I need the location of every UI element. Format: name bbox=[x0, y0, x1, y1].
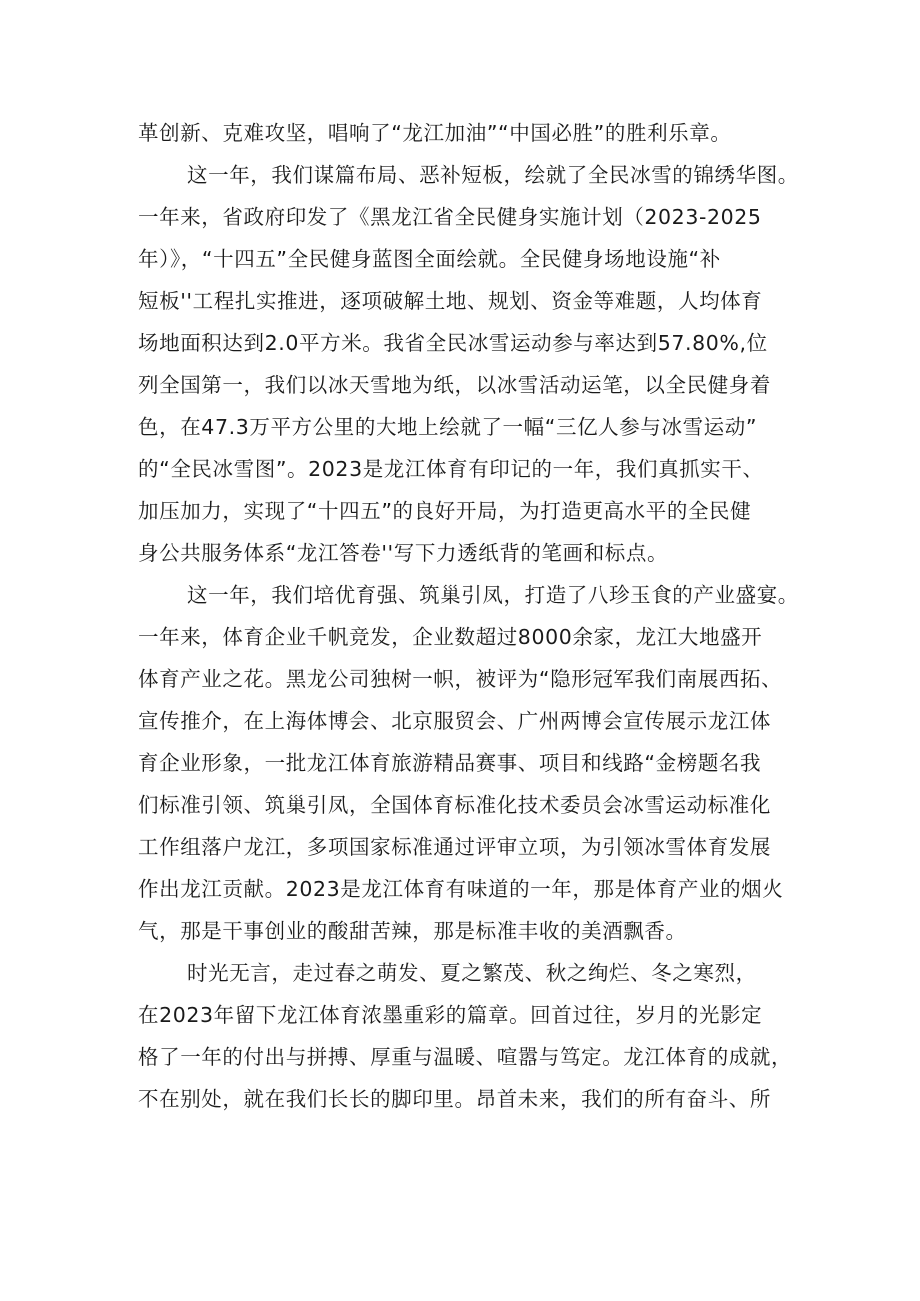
text-line: 气，那是干事创业的酸甜苦辣，那是标准丰收的美酒飘香。 bbox=[138, 919, 687, 943]
text-line: 工作组落户龙江，多项国家标准通过评审立项，为引领冰雪体育发展 bbox=[138, 835, 771, 859]
text-line: 格了一年的付出与拼搏、厚重与温暖、喧嚣与笃定。龙江体育的成就， bbox=[138, 1045, 793, 1069]
text-line: 育企业形象，一批龙江体育旅游精品赛事、项目和线路“金榜题名我 bbox=[138, 751, 762, 775]
text-line: 场地面积达到2.0平方米。我省全民冰雪运动参与率达到57.80%,位 bbox=[138, 331, 768, 355]
paragraph-industry bbox=[138, 574, 799, 952]
text-line: 列全国第一，我们以冰天雪地为纸，以冰雪活动运笔，以全民健身着 bbox=[138, 373, 771, 397]
text-line: 这一年，我们谋篇布局、恶补短板，绘就了全民冰雪的锦绣华图。 bbox=[187, 163, 799, 187]
paragraph-reflection bbox=[138, 952, 793, 1120]
text-line: 短板''工程扎实推进，逐项破解土地、规划、资金等难题，人均体育 bbox=[138, 289, 763, 313]
text-line: 时光无言，走过春之萌发、夏之繁茂、秋之绚烂、冬之寒烈， bbox=[187, 961, 757, 985]
text-line: 体育产业之花。黑龙公司独树一帜，被评为“隐形冠军我们南展西拓、 bbox=[138, 667, 783, 691]
text-line: 这一年，我们培优育强、筑巢引凤，打造了八珍玉食的产业盛宴。 bbox=[187, 583, 799, 607]
text-line: 一年来，体育企业千帆竞发，企业数超过8000余家，龙江大地盛开 bbox=[138, 625, 763, 649]
text-line: 色，在47.3万平方公里的大地上绘就了一幅“三亿人参与冰雪运动” bbox=[138, 415, 758, 439]
body-text bbox=[138, 112, 799, 1120]
paragraph-continuation bbox=[138, 112, 788, 154]
text-line: 在2023年留下龙江体育浓墨重彩的篇章。回首过往，岁月的光影定 bbox=[138, 1003, 763, 1027]
text-line: 年）》，“十四五”全民健身蓝图全面绘就。全民健身场地设施“补 bbox=[138, 247, 721, 271]
text-line: 的“全民冰雪图”。2023是龙江体育有印记的一年，我们真抓实干、 bbox=[138, 457, 764, 481]
paragraph-ice-snow bbox=[138, 154, 799, 574]
text-line: 作出龙江贡献。2023是龙江体育有味道的一年，那是体育产业的烟火 bbox=[138, 877, 784, 901]
text-line: 加压加力，实现了“十四五”的良好开局，为打造更高水平的全民健 bbox=[138, 499, 752, 523]
text-line: 一年来，省政府印发了《黑龙江省全民健身实施计划（2023-2025 bbox=[138, 205, 762, 229]
text-line: 们标准引领、筑巢引凤，全国体育标准化技术委员会冰雪运动标准化 bbox=[138, 793, 771, 817]
text-line: 宣传推介，在上海体博会、北京服贸会、广州两博会宣传展示龙江体 bbox=[138, 709, 771, 733]
text-line: 身公共服务体系“龙江答卷''写下力透纸背的笔画和标点。 bbox=[138, 541, 669, 565]
text-line: 革创新、克难攻坚，唱响了“龙江加油”“中国必胜”的胜利乐章。 bbox=[138, 121, 732, 145]
text-line: 不在别处，就在我们长长的脚印里。昂首未来，我们的所有奋斗、所 bbox=[138, 1087, 771, 1111]
